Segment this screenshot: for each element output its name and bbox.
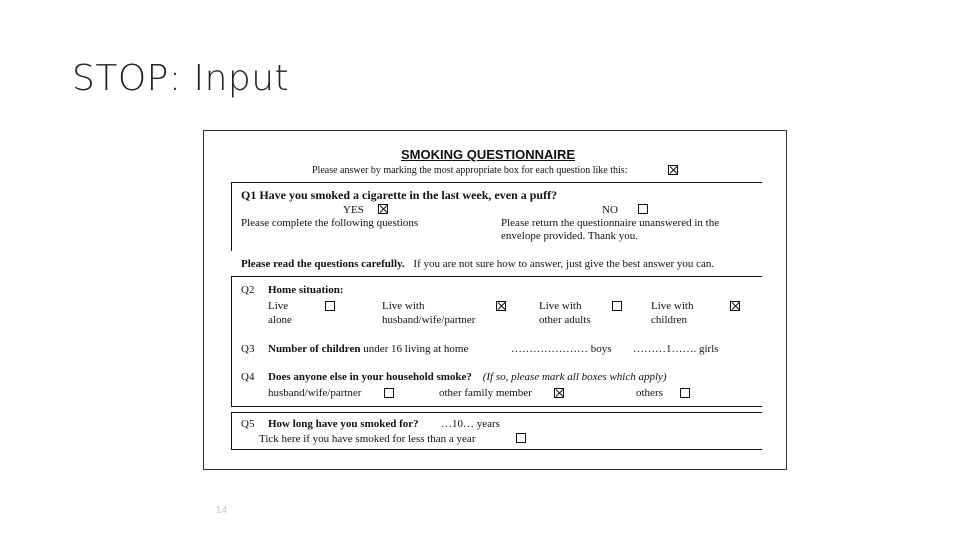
q4-option-2-checkbox xyxy=(554,388,564,398)
q1-no-label: NO xyxy=(602,204,618,216)
page-number: 14 xyxy=(216,505,228,516)
q5-tick-text: Tick here if you have smoked for less than a year xyxy=(259,433,476,445)
q3-question xyxy=(268,343,468,356)
q2-option-1-line1: Live xyxy=(268,300,289,312)
q5-number: Q5 xyxy=(241,418,255,430)
q2-option-1-line2: alone xyxy=(268,314,292,326)
q2-option-2-line1: Live with xyxy=(382,300,425,312)
q3-boys-answer: ………………… boys xyxy=(511,343,612,355)
q2-option-4-checkbox xyxy=(730,301,740,311)
q2-option-3-line1: Live with xyxy=(539,300,582,312)
q2-option-3-checkbox xyxy=(612,301,622,311)
questionnaire-form-image xyxy=(203,130,787,470)
form-title: SMOKING QUESTIONNAIRE xyxy=(401,147,576,162)
q4-option-1-checkbox xyxy=(384,388,394,398)
read-carefully-note xyxy=(241,258,714,271)
q4-option-2-label: other family member xyxy=(439,387,532,399)
q5-question: How long have you smoked for? xyxy=(268,418,419,430)
q1-no-checkbox xyxy=(638,204,648,214)
form-instruction: Please answer by marking the most appropriate box for each question like this: xyxy=(312,165,628,176)
q2-option-2-line2: husband/wife/partner xyxy=(382,314,476,326)
q2-number: Q2 xyxy=(241,284,255,296)
q4-option-3-label: others xyxy=(636,387,663,399)
q1-yes-note: Please complete the following questions xyxy=(241,217,419,229)
q2-option-4-line1: Live with xyxy=(651,300,694,312)
q3-number: Q3 xyxy=(241,343,255,355)
q4-question xyxy=(268,371,667,384)
q4-option-1-label: husband/wife/partner xyxy=(268,387,362,399)
q2-option-1-checkbox xyxy=(325,301,335,311)
read-note-bold: Please read the questions carefully. xyxy=(241,258,405,270)
q1-yes-checkbox xyxy=(378,204,388,214)
read-note-normal: If you are not sure how to answer, just give the best answer you can. xyxy=(413,258,715,270)
q5-tick-checkbox xyxy=(516,433,526,443)
q2-option-3-line2: other adults xyxy=(539,314,591,326)
q4-number: Q4 xyxy=(241,371,255,383)
example-checkbox xyxy=(668,165,678,175)
q1-no-note-line2: envelope provided. Thank you. xyxy=(501,230,638,242)
q1-question: Q1 Have you smoked a cigarette in the last week, even a puff? xyxy=(241,188,558,202)
slide-title: STOP: Input xyxy=(72,58,290,99)
q4-question-bold: Does anyone else in your household smoke? xyxy=(268,371,472,383)
q3-girls-answer: ………1……. girls xyxy=(633,343,719,355)
q5-answer: …10… years xyxy=(441,418,500,430)
q1-no-note-line1: Please return the questionnaire unanswered in the xyxy=(501,217,720,229)
q4-option-3-checkbox xyxy=(680,388,690,398)
q2-option-2-checkbox xyxy=(496,301,506,311)
q4-question-italic: (If so, please mark all boxes which apply) xyxy=(482,371,667,383)
q3-question-normal: under 16 living at home xyxy=(363,343,469,355)
q3-question-bold: Number of children xyxy=(268,343,361,355)
q2-question: Home situation: xyxy=(268,284,344,296)
q2-option-4-line2: children xyxy=(651,314,688,326)
q1-yes-label: YES xyxy=(343,204,364,216)
